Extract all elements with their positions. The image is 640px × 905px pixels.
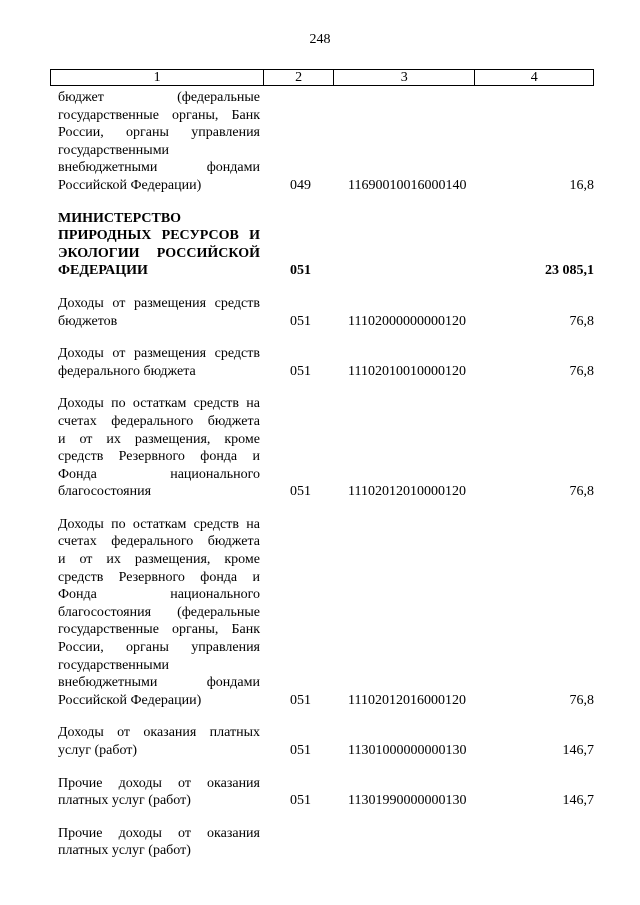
description-line: Доходы от размещения средств (58, 295, 260, 311)
description-line: России, органы управления (58, 640, 260, 656)
row-budget-code: 11102012010000120 (348, 484, 466, 500)
description-line: Доходы от оказания платных (58, 725, 260, 741)
row-description (58, 724, 260, 759)
description-line: услуг (работ) (58, 743, 138, 758)
description-line: Прочие доходы от оказания (58, 825, 260, 841)
description-line: внебюджетными фондами (58, 160, 260, 176)
row-amount: 16,8 (569, 177, 594, 193)
table-body (58, 89, 594, 875)
row-admin-code: 051 (290, 743, 311, 758)
page-number: 248 (309, 32, 331, 47)
table-row (58, 345, 594, 380)
description-line: счетах федерального бюджета (58, 413, 260, 429)
description-line: федерального бюджета (58, 363, 196, 379)
row-description (58, 395, 260, 501)
description-line: Прочие доходы от оказания (58, 775, 260, 791)
row-description (58, 775, 260, 810)
description-line: России, органы управления (58, 125, 260, 141)
table-row (58, 775, 594, 810)
row-description (58, 89, 260, 195)
description-line: государственными (58, 142, 170, 158)
row-admin-code: 051 (290, 363, 311, 379)
description-line: ЭКОЛОГИИ РОССИЙСКОЙ (58, 245, 260, 261)
description-line: ПРИРОДНЫХ РЕСУРСОВ И (58, 228, 260, 244)
row-description (58, 516, 260, 710)
table-row (58, 89, 594, 195)
description-line: ФЕДЕРАЦИИ (58, 263, 148, 279)
row-admin-code: 051 (290, 313, 311, 329)
description-line: Российской Федерации) (58, 692, 202, 708)
row-admin-code: 051 (290, 263, 311, 279)
description-line: Доходы по остаткам средств на (58, 396, 260, 412)
row-description (58, 295, 260, 330)
description-line: Доходы по остаткам средств на (58, 516, 260, 532)
table-row (58, 210, 594, 280)
row-amount: 76,8 (569, 363, 594, 379)
row-description (58, 825, 260, 860)
table-row (58, 295, 594, 330)
row-admin-code: 051 (290, 793, 311, 809)
row-amount: 76,8 (569, 484, 594, 500)
description-line: МИНИСТЕРСТВО (58, 210, 182, 226)
description-line: Фонда национального (58, 587, 260, 603)
description-line: благосостояния (58, 484, 152, 500)
row-budget-code: 11301000000000130 (348, 743, 467, 758)
description-line: платных услуг (работ) (58, 793, 191, 809)
description-line: государственные органы, Банк (58, 622, 260, 638)
table-row (58, 395, 594, 501)
header-col-2: 2 (264, 70, 334, 85)
description-line: внебюджетными фондами (58, 675, 260, 691)
table-row (58, 825, 594, 860)
row-budget-code: 11301990000000130 (348, 793, 467, 809)
description-line: и от их размещения, кроме (58, 552, 260, 568)
row-budget-code: 11690010016000140 (348, 177, 467, 193)
header-col-1: 1 (51, 70, 264, 85)
row-budget-code: 11102012016000120 (348, 692, 466, 708)
description-line: государственными (58, 657, 170, 673)
row-amount: 76,8 (569, 692, 594, 708)
description-line: платных услуг (работ) (58, 843, 191, 859)
row-admin-code: 051 (290, 692, 311, 708)
description-line: Доходы от размещения средств (58, 346, 260, 362)
header-col-3: 3 (334, 70, 475, 85)
description-line: благосостояния (федеральные (58, 604, 260, 620)
row-amount: 23 085,1 (545, 263, 594, 279)
table-row (58, 516, 594, 710)
table-header (50, 69, 594, 86)
description-line: бюджет (федеральные (58, 90, 260, 105)
description-line: средств Резервного фонда и (58, 569, 260, 585)
table-row (58, 724, 594, 759)
description-line: Российской Федерации) (58, 177, 202, 193)
row-description (58, 345, 260, 380)
description-line: счетах федерального бюджета (58, 534, 260, 550)
description-line: и от их размещения, кроме (58, 431, 260, 447)
row-description (58, 210, 260, 280)
row-amount: 76,8 (569, 313, 594, 329)
row-budget-code: 11102000000000120 (348, 313, 466, 329)
header-col-4: 4 (530, 70, 538, 85)
description-line: бюджетов (58, 313, 118, 329)
description-line: государственные органы, Банк (58, 107, 260, 123)
description-line: Фонда национального (58, 466, 260, 482)
row-admin-code: 049 (290, 177, 311, 193)
row-amount: 146,7 (562, 743, 594, 758)
row-amount: 146,7 (562, 793, 594, 809)
description-line: средств Резервного фонда и (58, 449, 260, 465)
row-budget-code: 11102010010000120 (348, 363, 466, 379)
row-admin-code: 051 (290, 484, 311, 500)
